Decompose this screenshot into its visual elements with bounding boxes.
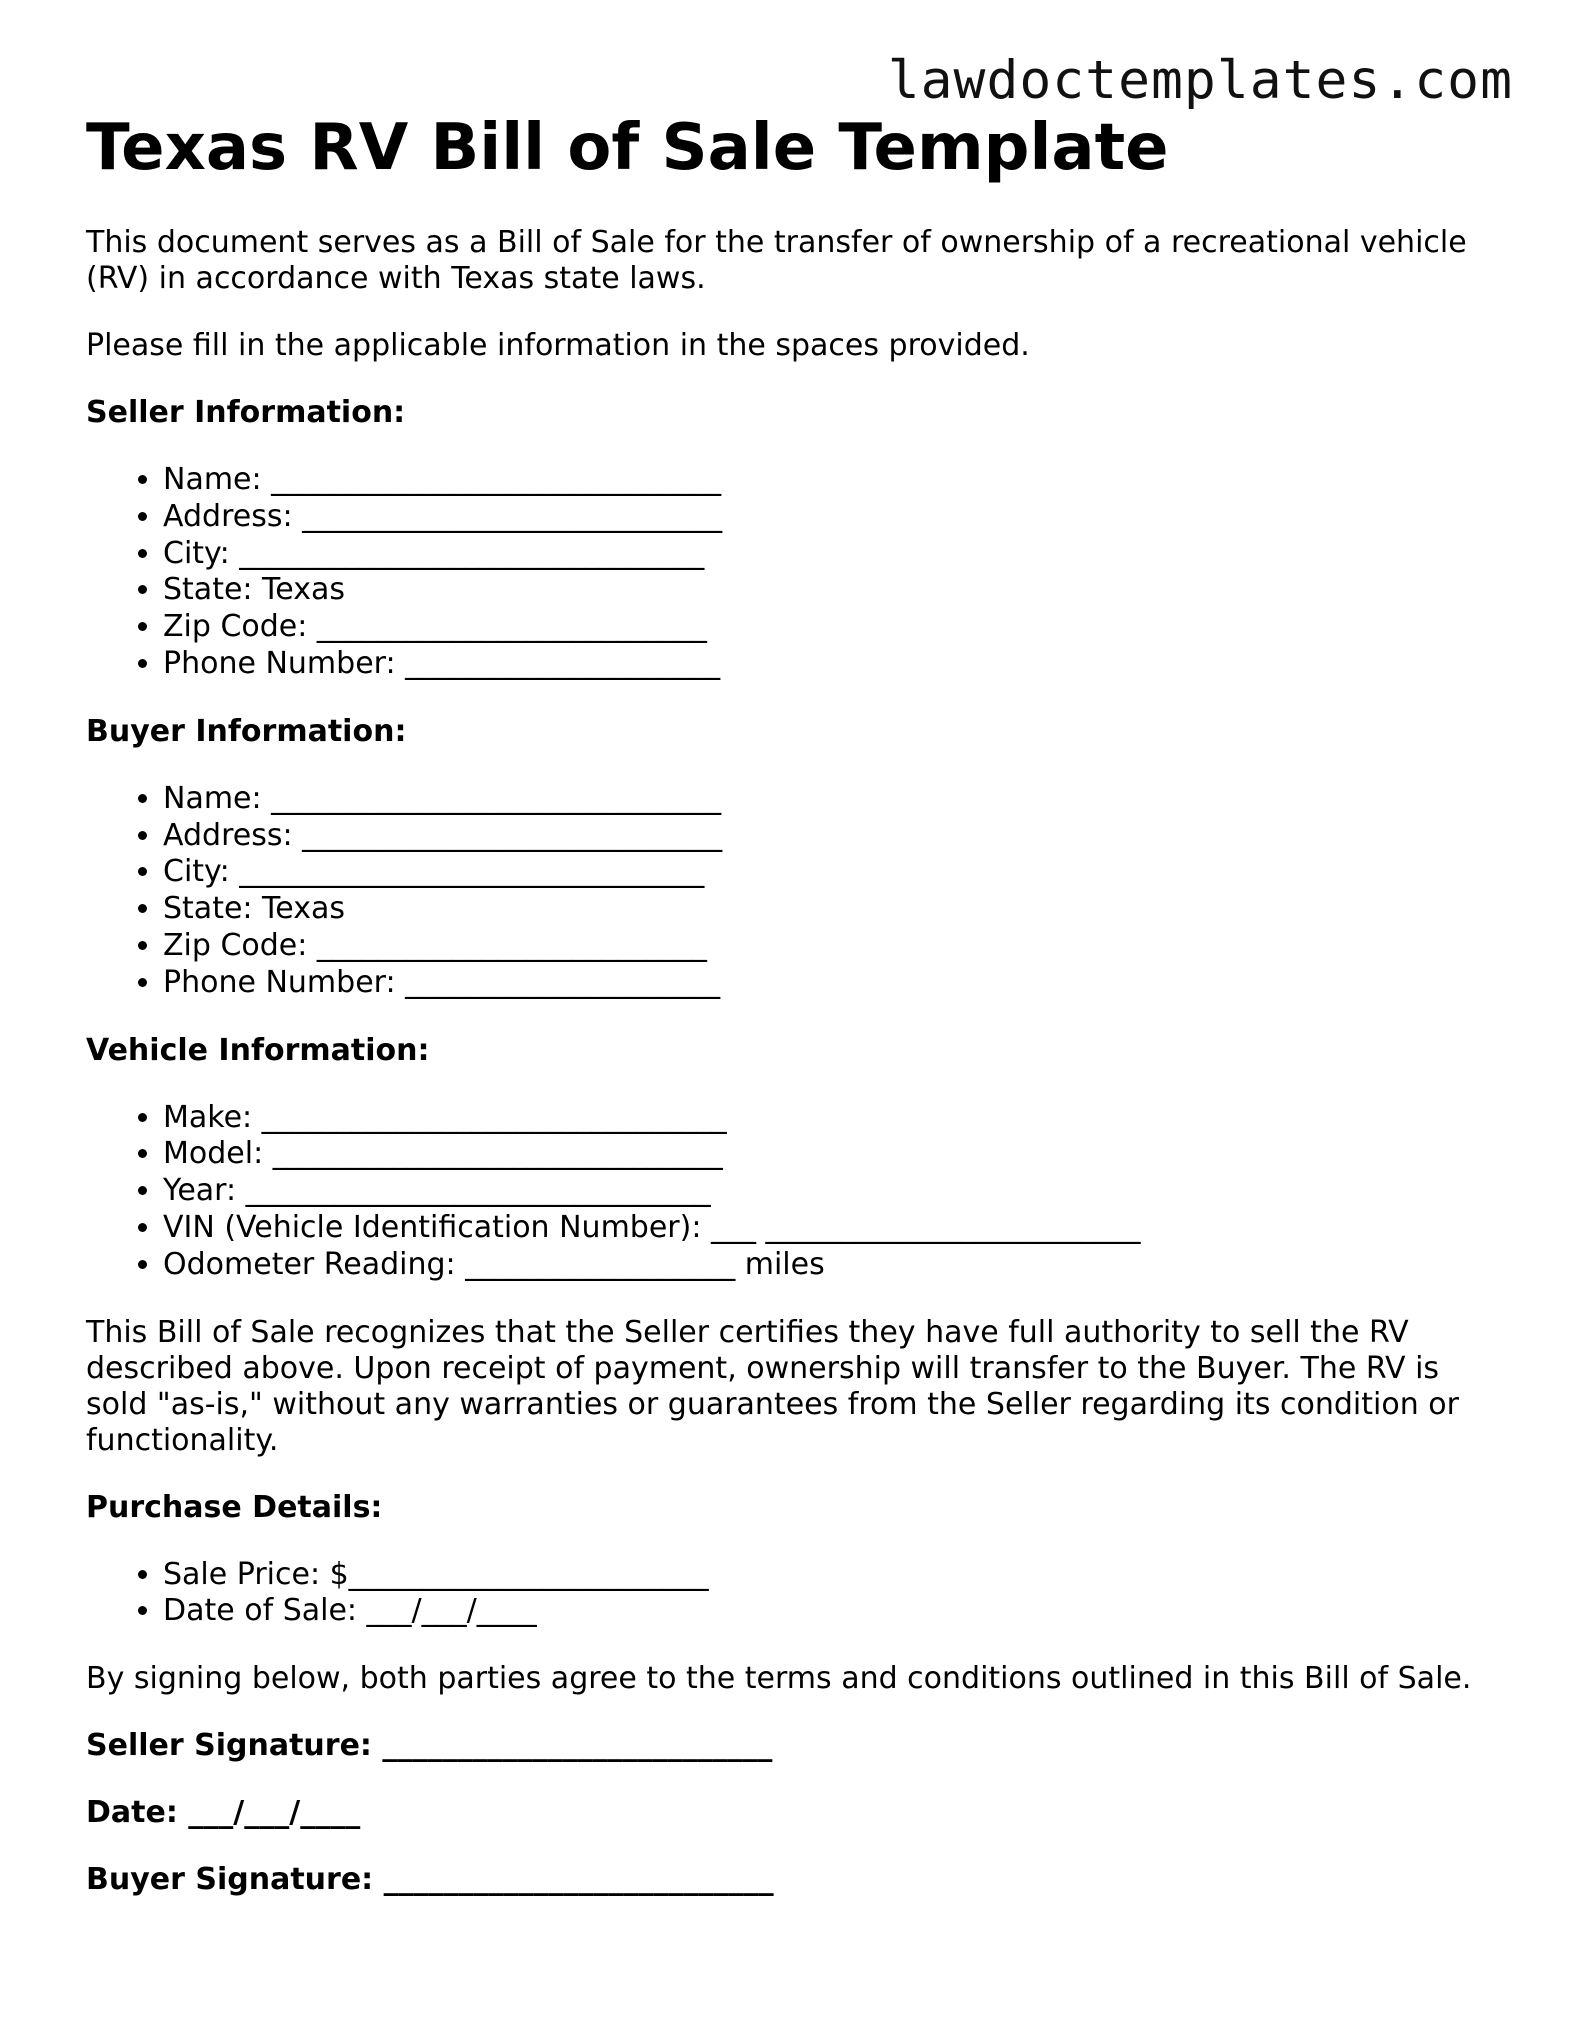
- buyer-phone-field: • Phone Number: _____________________: [163, 965, 1486, 1002]
- agreement-paragraph: By signing below, both parties agree to the terms and conditions outlined in this Bill of Sale.: [86, 1661, 1472, 1697]
- seller-address-field: • Address: ____________________________: [163, 499, 1486, 536]
- terms-paragraph: This Bill of Sale recognizes that the Seller certifies they have full authority to sell the RV described above. Upon receipt of payment, ownership will transfer to the Buyer. The RV is sold "as-is," without any warranties or guarantees from the Seller regarding its condition or functionality.: [86, 1314, 1459, 1458]
- sale-date-field: • Date of Sale: ___/___/____: [163, 1593, 1486, 1630]
- buyer-state-field: • State: Texas: [163, 891, 1486, 928]
- seller-signature-line: Seller Signature: __________________________: [86, 1728, 773, 1764]
- seller-state-field: • State: Texas: [163, 572, 1486, 609]
- vehicle-odometer-field: • Odometer Reading: __________________ miles: [163, 1247, 1486, 1284]
- buyer-city-field: • City: _______________________________: [163, 854, 1486, 891]
- buyer-signature-line: Buyer Signature: __________________________: [86, 1862, 774, 1898]
- purchase-heading: Purchase Details:: [86, 1489, 383, 1525]
- buyer-address-field: • Address: ____________________________: [163, 818, 1486, 855]
- seller-phone-field: • Phone Number: _____________________: [163, 646, 1486, 683]
- page-title: Texas RV Bill of Sale Template: [86, 111, 1169, 185]
- vehicle-vin-field: • VIN (Vehicle Identification Number): ___ _________________________: [163, 1210, 1486, 1247]
- watermark: lawdoctemplates.com: [887, 50, 1513, 111]
- vehicle-list: [86, 1100, 1486, 1284]
- buyer-heading: Buyer Information:: [86, 713, 407, 749]
- vehicle-model-field: • Model: ______________________________: [163, 1136, 1486, 1173]
- buyer-zip-field: • Zip Code: __________________________: [163, 928, 1486, 965]
- seller-city-field: • City: _______________________________: [163, 536, 1486, 573]
- buyer-name-field: • Name: ______________________________: [163, 781, 1486, 818]
- seller-zip-field: • Zip Code: __________________________: [163, 609, 1486, 646]
- purchase-list: [86, 1557, 1486, 1631]
- sale-price-field: • Sale Price: $________________________: [163, 1557, 1486, 1594]
- seller-heading: Seller Information:: [86, 395, 406, 430]
- vehicle-make-field: • Make: _______________________________: [163, 1100, 1486, 1137]
- vehicle-year-field: • Year: _______________________________: [163, 1173, 1486, 1210]
- signature-date-line: Date: ___/___/____: [86, 1795, 361, 1831]
- intro-paragraph: This document serves as a Bill of Sale for the transfer of ownership of a recreational vehicle (RV) in accordance with Texas state laws.: [86, 225, 1467, 296]
- buyer-list: [86, 781, 1486, 1002]
- instructions-paragraph: Please fill in the applicable information in the spaces provided.: [86, 328, 1030, 363]
- seller-name-field: • Name: ______________________________: [163, 462, 1486, 499]
- document-page: [86, 108, 1486, 1898]
- seller-list: [86, 462, 1486, 683]
- vehicle-heading: Vehicle Information:: [86, 1032, 430, 1068]
